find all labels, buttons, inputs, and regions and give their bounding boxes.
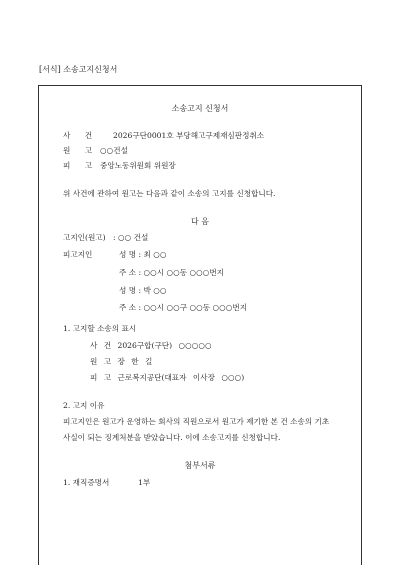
- notified-address-2: 주 소 : ○○시 ○○구 ○○동 ○○○번지: [119, 303, 248, 312]
- section2-line-1: 피고지인은 원고가 운영하는 회사의 직원으로서 원고가 제기한 본 건 소송의 기초: [63, 417, 330, 426]
- attachment-item-name: 1. 재직증명서: [63, 478, 110, 487]
- section1-defendant: 피 고 근로복지공단(대표자 이사장 ○○○): [90, 373, 245, 382]
- defendant-label: 피 고: [63, 161, 99, 170]
- notified-address-1: 주 소 : ○○시 ○○동 ○○○번지: [119, 268, 225, 277]
- section1-case: 사 건 2026구합(구단) ○○○○○: [90, 341, 212, 350]
- case-value: 2026구단0001호 부당해고구제재심판정취소: [113, 131, 265, 140]
- attachments-heading: 첨부서류: [184, 461, 216, 470]
- section1-heading: 1. 고지할 소송의 표시: [63, 324, 137, 333]
- case-label: 사 건: [63, 131, 99, 140]
- intro-text: 위 사건에 관하여 원고는 다음과 같이 소송의 고지를 신청합니다.: [63, 189, 276, 198]
- notifier-label: 고지인(원고): [63, 233, 106, 242]
- form-label: [서식] 소송고지신청서: [39, 65, 118, 74]
- notified-name-1: 성 명 : 최 ○○: [119, 250, 167, 259]
- notified-label: 피고지인: [63, 250, 93, 259]
- section2-line-2: 사실이 되는 징계처분을 받았습니다. 이에 소송고지를 신청합니다.: [63, 433, 281, 442]
- notified-name-2: 성 명 : 박 ○○: [119, 286, 167, 295]
- plaintiff-value: ○○건설: [100, 146, 128, 155]
- attachment-item-count: 1부: [138, 478, 151, 487]
- notifier-value: : ○○ 건설: [113, 233, 149, 242]
- section1-plaintiff: 원 고 장 한 길: [90, 357, 153, 366]
- section2-heading: 2. 고지 이유: [63, 401, 105, 410]
- document-title: 소송고지 신청서: [171, 104, 229, 113]
- defendant-value: 중앙노동위원회 위원장: [100, 161, 176, 170]
- section-heading: 다 음: [191, 217, 209, 226]
- plaintiff-label: 원 고: [63, 146, 99, 155]
